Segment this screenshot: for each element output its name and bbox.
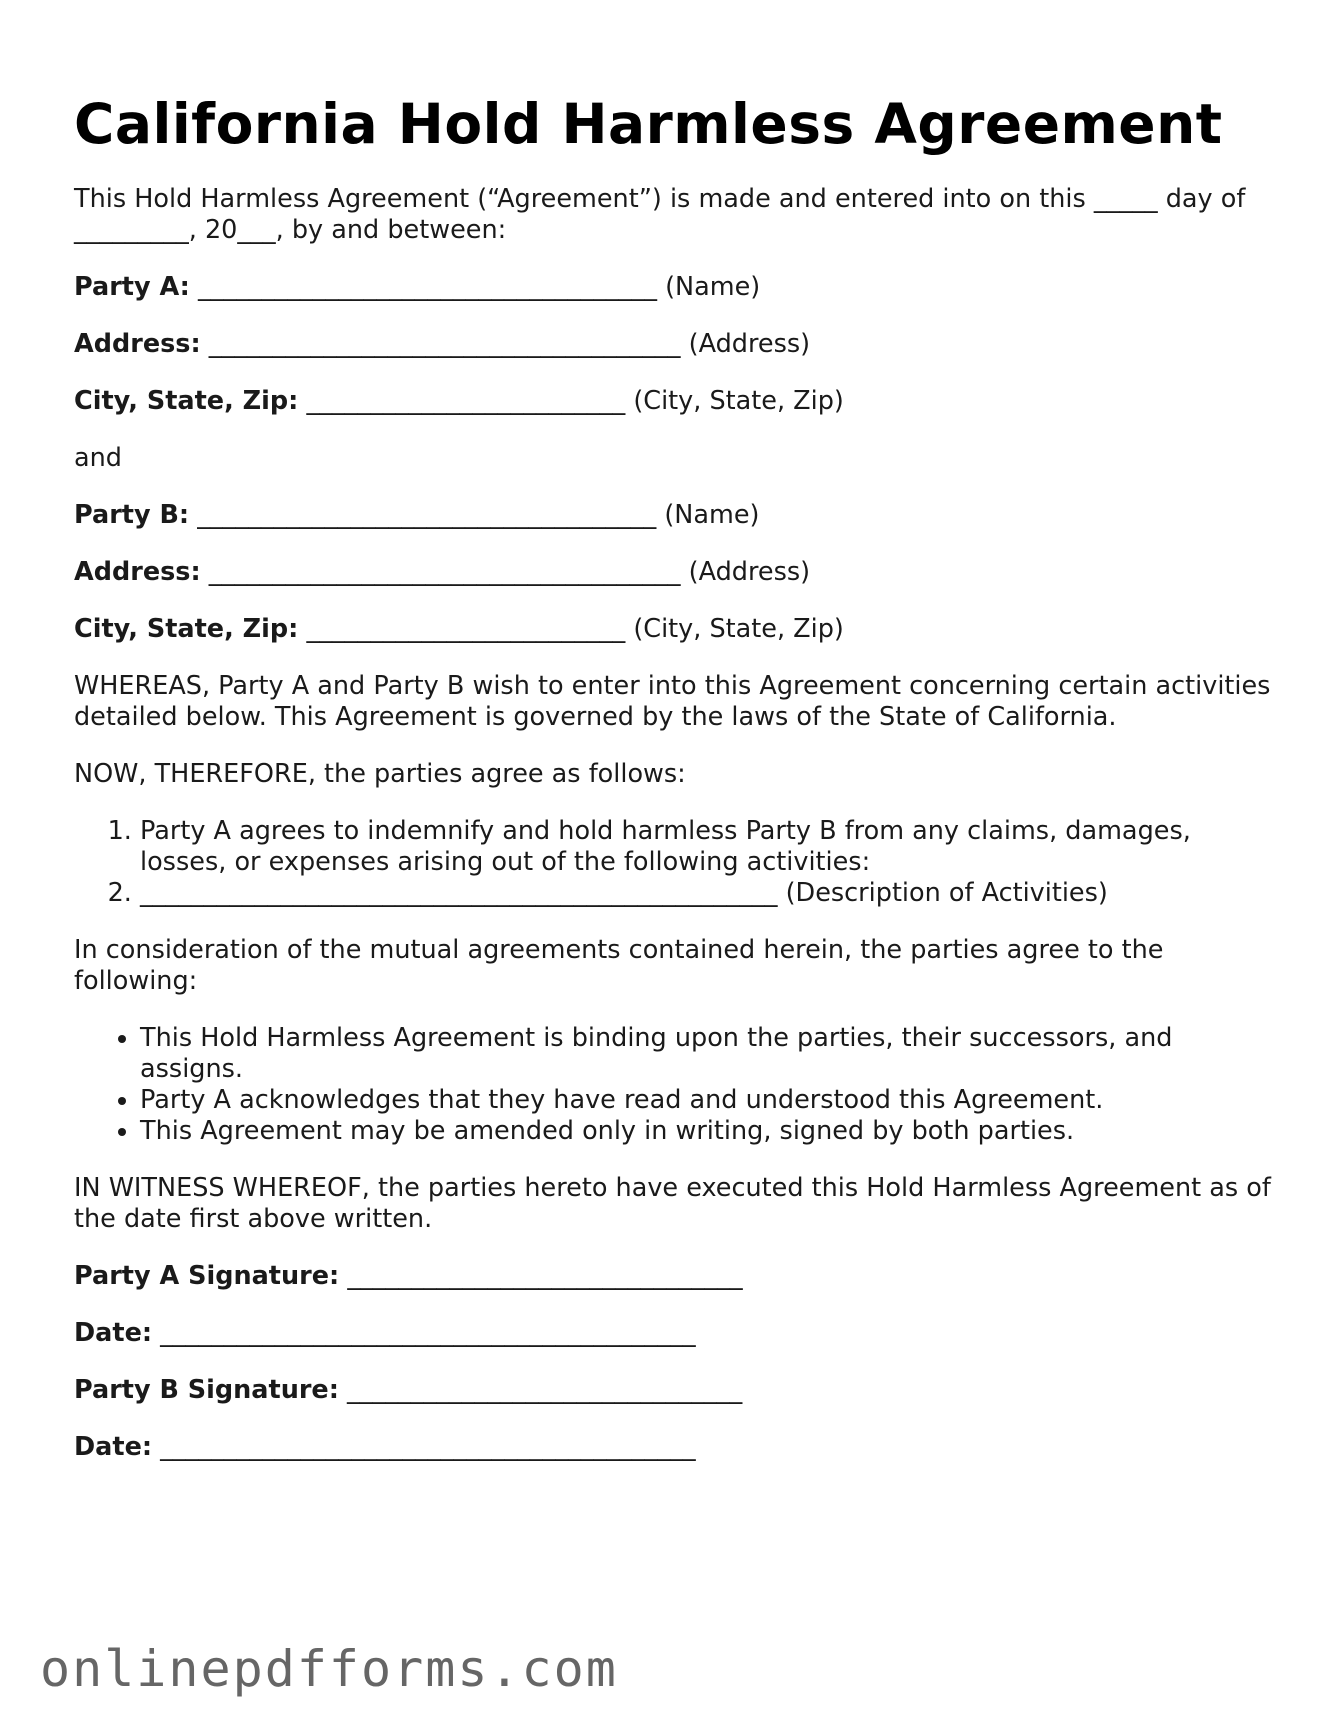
party-b-csz-label: City, State, Zip:: [74, 614, 299, 644]
party-b-signature-label: Party B Signature:: [74, 1375, 339, 1405]
party-b-date-label: Date:: [74, 1432, 153, 1462]
now-therefore-paragraph: NOW, THEREFORE, the parties agree as follows:: [74, 759, 686, 789]
party-a-signature-field: [74, 1261, 1274, 1292]
party-a-csz-line: _________________________ (City, State, Zip): [306, 386, 844, 416]
intro-paragraph: This Hold Harmless Agreement (“Agreement”) is made and entered into on this _____ day of _________, 20___, by and between:: [74, 184, 1246, 245]
list-item: • This Agreement may be amended only in writing, signed by both parties.: [140, 1116, 1274, 1147]
party-a-csz-label: City, State, Zip:: [74, 386, 299, 416]
party-a-csz-field: [74, 386, 1274, 417]
party-a-name-line: ____________________________________ (Name): [198, 272, 761, 302]
party-a-date-field: [74, 1318, 1274, 1349]
party-b-date-line: __________________________________________: [160, 1432, 696, 1462]
party-a-date-label: Date:: [74, 1318, 153, 1348]
party-b-address-line: _____________________________________ (Address): [208, 557, 811, 587]
numbered-list: [74, 816, 1274, 909]
whereas-paragraph: WHEREAS, Party A and Party B wish to enter into this Agreement concerning certain activities detailed below. This Agreement is governed by the laws of the State of California.: [74, 671, 1271, 732]
party-a-name-label: Party A:: [74, 272, 190, 302]
party-a-address-label: Address:: [74, 329, 201, 359]
bullet-list: [74, 1023, 1274, 1147]
list-item: 2. __________________________________________________ (Description of Activities): [140, 878, 1274, 909]
party-b-address-field: [74, 557, 1274, 588]
consideration-paragraph: In consideration of the mutual agreements contained herein, the parties agree to the following:: [74, 935, 1164, 996]
party-b-address-label: Address:: [74, 557, 201, 587]
document-page: [74, 88, 1274, 1489]
party-a-address-line: _____________________________________ (Address): [208, 329, 811, 359]
party-b-name-field: [74, 500, 1274, 531]
list-item: 1. Party A agrees to indemnify and hold harmless Party B from any claims, damages, losses, or expenses arising out of the following activities:: [140, 816, 1274, 878]
party-b-csz-field: [74, 614, 1274, 645]
party-a-signature-label: Party A Signature:: [74, 1261, 340, 1291]
list-item: • This Hold Harmless Agreement is binding upon the parties, their successors, and assigns.: [140, 1023, 1274, 1085]
party-a-name-field: [74, 272, 1274, 303]
document-title: California Hold Harmless Agreement: [74, 92, 1223, 156]
party-a-signature-line: _______________________________: [347, 1261, 743, 1291]
party-b-csz-line: _________________________ (City, State, Zip): [306, 614, 844, 644]
party-b-name-label: Party B:: [74, 500, 190, 530]
party-a-address-field: [74, 329, 1274, 360]
and-text: and: [74, 443, 122, 473]
list-item: • Party A acknowledges that they have read and understood this Agreement.: [140, 1085, 1274, 1116]
party-b-name-line: ____________________________________ (Name): [197, 500, 760, 530]
party-b-signature-field: [74, 1375, 1274, 1406]
party-b-date-field: [74, 1432, 1274, 1463]
witness-paragraph: IN WITNESS WHEREOF, the parties hereto have executed this Hold Harmless Agreement as of the date first above written.: [74, 1173, 1271, 1234]
party-a-date-line: __________________________________________: [160, 1318, 696, 1348]
party-b-signature-line: _______________________________: [347, 1375, 743, 1405]
watermark: onlinepdfforms.com: [40, 1640, 618, 1698]
